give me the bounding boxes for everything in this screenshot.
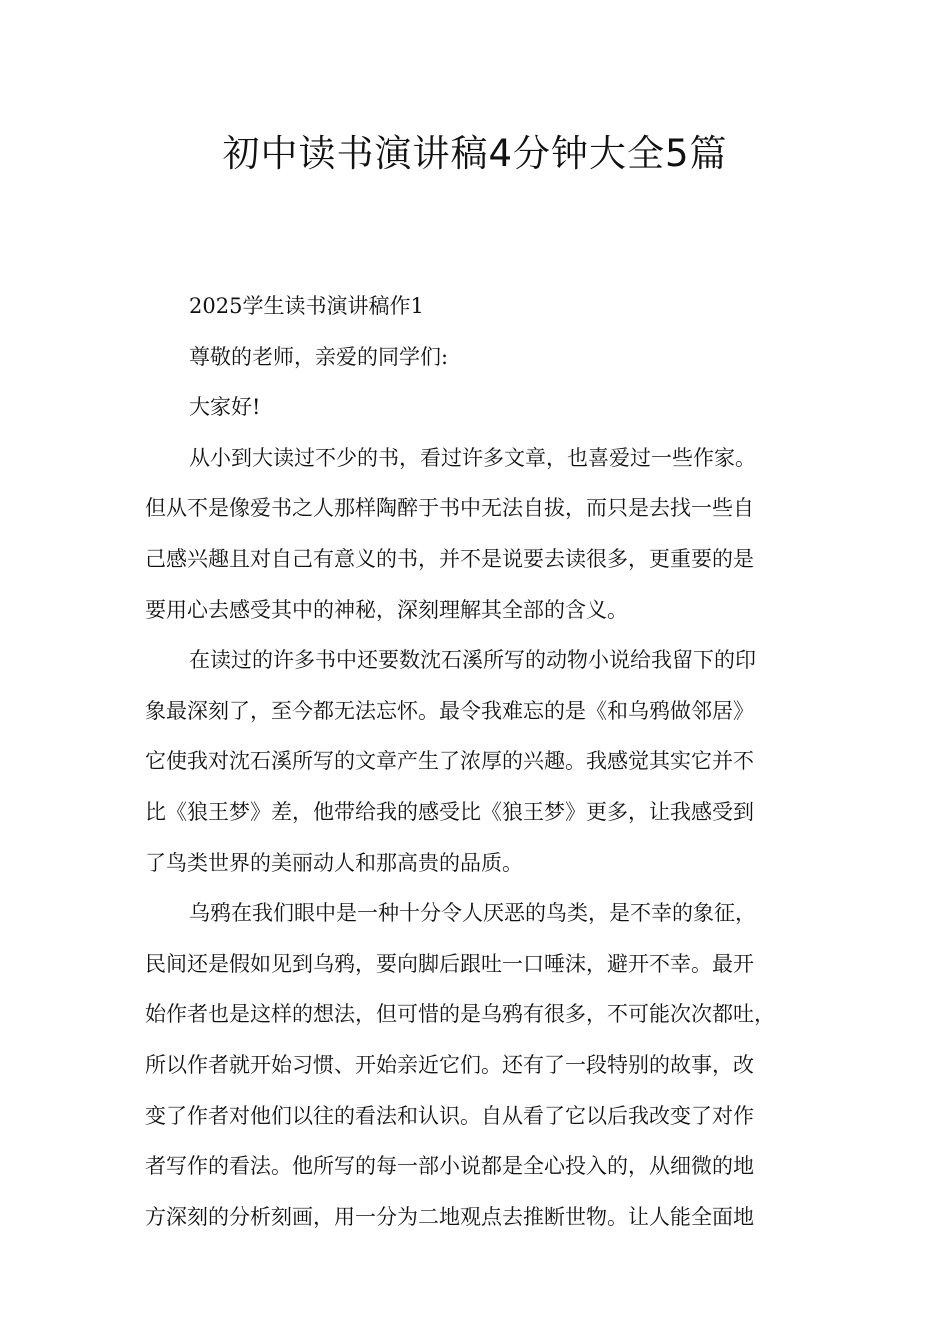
- greeting: 大家好!: [189, 395, 261, 420]
- paragraph-line: 乌鸦在我们眼中是一种十分令人厌恶的鸟类，是不幸的象征，: [189, 901, 756, 926]
- document-title: 初中读书演讲稿4分钟大全5篇: [222, 132, 728, 175]
- section-heading: 2025学生读书演讲稿作1: [189, 294, 424, 318]
- paragraph-line: 从小到大读过不少的书，看过许多文章，也喜爱过一些作家。: [189, 445, 756, 470]
- paragraph-line: 它使我对沈石溪所写的文章产生了浓厚的兴趣。我感觉其实它并不: [145, 749, 754, 774]
- document-body: [145, 281, 835, 1242]
- paragraph-line: 比《狼王梦》差，他带给我的感受比《狼王梦》更多，让我感受到: [145, 799, 754, 824]
- salutation: 尊敬的老师，亲爱的同学们:: [189, 344, 449, 369]
- paragraph-line: 象最深刻了，至今都无法忘怀。最令我难忘的是《和乌鸦做邻居》: [145, 698, 754, 723]
- paragraph-line: 所以作者就开始习惯、开始亲近它们。还有了一段特别的故事，改: [145, 1052, 754, 1077]
- paragraph-line: 方深刻的分析刻画，用一分为二地观点去推断世物。让人能全面地: [145, 1204, 754, 1229]
- paragraph-line: 民间还是假如见到乌鸦，要向脚后跟吐一口唾沫，避开不幸。最开: [145, 951, 754, 976]
- paragraph-line: 己感兴趣且对自己有意义的书，并不是说要去读很多，更重要的是: [145, 546, 754, 571]
- paragraph-line: 在读过的许多书中还要数沈石溪所写的动物小说给我留下的印: [189, 648, 756, 673]
- paragraph-line: 要用心去感受其中的神秘，深刻理解其全部的含义。: [145, 597, 628, 622]
- paragraph-line: 但从不是像爱书之人那样陶醉于书中无法自拔，而只是去找一些自: [145, 496, 754, 521]
- paragraph-line: 了鸟类世界的美丽动人和那高贵的品质。: [145, 850, 523, 875]
- paragraph-line: 者写作的看法。他所写的每一部小说都是全心投入的，从细微的地: [145, 1154, 754, 1179]
- paragraph-line: 始作者也是这样的想法，但可惜的是乌鸦有很多，不可能次次都吐，: [145, 1002, 775, 1027]
- paragraph-line: 变了作者对他们以往的看法和认识。自从看了它以后我改变了对作: [145, 1103, 754, 1128]
